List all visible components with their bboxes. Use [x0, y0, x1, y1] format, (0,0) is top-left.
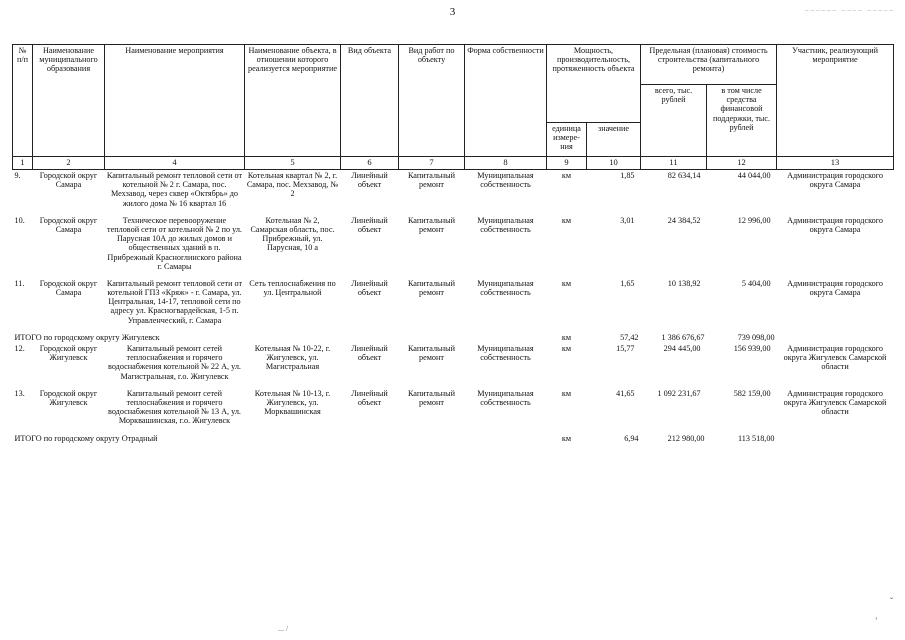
- table-header: [13, 45, 894, 170]
- total-sum: 212 980,00: [667, 433, 705, 443]
- row-participant: Администрация городского округа Самара: [787, 278, 883, 298]
- row-object-type: Линейный объект: [351, 278, 388, 298]
- row-total: 24 384,52: [667, 215, 701, 225]
- row-total: 82 634,14: [667, 171, 701, 180]
- row-object: Котельная № 10-22, г. Жигулевск, ул. Магистральная: [254, 344, 331, 372]
- row-unit: км: [561, 171, 572, 180]
- total-row: [13, 332, 894, 343]
- header-object-type: Вид объекта: [341, 45, 399, 157]
- table-body: [13, 170, 894, 444]
- row-value: 1,85: [620, 171, 635, 180]
- row-object-type: Линейный объект: [351, 344, 388, 363]
- row-object: Котельная № 10-13, г. Жигулевск, ул. Морквашинская: [254, 388, 331, 417]
- header-cost-total: всего, тыс. рублей: [641, 85, 707, 157]
- row-municipality: Городской округ Самара: [39, 171, 98, 190]
- row-unit: км: [561, 215, 572, 225]
- row-number: 13.: [14, 388, 25, 398]
- row-participant: Администрация городского округа Жигулевск Самарской области: [783, 388, 887, 417]
- column-number: 7: [399, 157, 465, 170]
- row-object-type: Линейный объект: [351, 388, 388, 407]
- column-number: 10: [587, 157, 641, 170]
- row-value: 41,65: [616, 388, 635, 398]
- row-support: 12 996,00: [737, 215, 771, 225]
- row-support: 156 939,00: [733, 344, 771, 353]
- row-number: 10.: [14, 215, 25, 225]
- row-ownership: Муниципальная собственность: [477, 388, 534, 407]
- table-row: [13, 343, 894, 382]
- total-value: 6,94: [624, 433, 639, 443]
- row-municipality: Городской округ Жигулевск: [39, 388, 98, 407]
- row-municipality: Городской округ Жигулевск: [39, 344, 98, 363]
- row-object: Сеть теплоснабжения по ул. Центральной: [249, 278, 336, 298]
- total-unit: км: [561, 332, 572, 342]
- header-cost-support: в том числе средства финансовой поддержки, тыс. рублей: [707, 85, 777, 157]
- row-unit: км: [561, 344, 572, 353]
- row-unit: км: [561, 278, 572, 288]
- row-support: 44 044,00: [737, 171, 771, 180]
- side-mark-2: ': [875, 616, 877, 626]
- header-municipality: Наименование муниципального образования: [33, 45, 105, 157]
- row-participant: Администрация городского округа Самара: [787, 171, 883, 190]
- total-value: 57,42: [620, 332, 639, 342]
- header-cost-group: Предельная (плановая) стоимость строительства (капитального ремонта): [641, 45, 777, 85]
- row-ownership: Муниципальная собственность: [477, 278, 534, 298]
- row-municipality: Городской округ Самара: [39, 278, 98, 298]
- total-unit: км: [561, 433, 572, 443]
- header-object: Наименование объекта, в отношении которого реализуется мероприятие: [245, 45, 341, 157]
- column-number: 4: [105, 157, 245, 170]
- row-ownership: Муниципальная собственность: [477, 215, 534, 234]
- row-measure: Капитальный ремонт тепловой сети от котельной № 2 г. Самара, пос. Мехзавод, через сквер «Октябрь» до жилого дома № 16 квартал 16: [106, 171, 243, 208]
- total-empty-cell: [777, 332, 894, 343]
- page-number: 3: [449, 6, 456, 18]
- column-number: 2: [33, 157, 105, 170]
- row-object: Котельная № 2, Самарская область, пос. Прибрежный, ул. Парусная, 10 а: [250, 215, 335, 253]
- row-work-type: Капитальный ремонт: [407, 215, 456, 234]
- row-measure: Капитальный ремонт сетей теплоснабжения и горячего водоснабжения котельной № 22 А, ул. Магистральная, г.о. Жигулевск: [108, 344, 241, 381]
- column-number: 5: [245, 157, 341, 170]
- total-support: 739 098,00: [737, 332, 775, 342]
- corner-marks: ______ ____ _____: [805, 4, 895, 12]
- column-number: 6: [341, 157, 399, 170]
- header-value: значение: [587, 123, 641, 157]
- table-row: [13, 215, 894, 272]
- total-label: ИТОГО по городскому округу Жигулевск: [14, 332, 160, 342]
- table-row: [13, 388, 894, 427]
- row-work-type: Капитальный ремонт: [407, 344, 456, 363]
- row-object: Котельная квартал № 2, г. Самара, пос. Мехзавод, № 2: [246, 171, 339, 199]
- row-ownership: Муниципальная собственность: [477, 171, 534, 190]
- row-participant: Администрация городского округа Самара: [787, 215, 883, 234]
- header-capacity-group: Мощность, производительность, протяженность объекта: [547, 45, 641, 123]
- total-row: [13, 433, 894, 444]
- row-value: 1,65: [620, 278, 635, 288]
- column-number: 13: [777, 157, 894, 170]
- row-measure: Техническое перевооружение тепловой сети от котельной № 2 по ул. Парусная 10А до жилых домов и общественных зданий в п. Прибрежный Красноглинского района г. Самары: [107, 215, 242, 271]
- row-municipality: Городской округ Самара: [39, 215, 98, 234]
- row-number: 12.: [14, 344, 25, 353]
- row-value: 15,77: [616, 344, 635, 353]
- column-number-row: [13, 157, 894, 170]
- row-unit: км: [561, 388, 572, 398]
- row-support: 582 159,00: [733, 388, 771, 398]
- column-number: 8: [465, 157, 547, 170]
- column-number: 12: [707, 157, 777, 170]
- side-mark: ˇ: [890, 596, 893, 606]
- row-measure: Капитальный ремонт тепловой сети от котельной ГПЗ «Кряж» - г. Самара, ул. Центральная, 14-17, тепловой сети по адресу ул. Красногвардейская, 1-5 п. Управленческий, г. Самара: [106, 278, 243, 325]
- total-label: ИТОГО по городскому округу Отрадный: [14, 433, 158, 443]
- row-value: 3,01: [620, 215, 635, 225]
- total-empty-cell: [777, 433, 894, 444]
- header-participant: Участник, реализующий мероприятие: [777, 45, 894, 157]
- row-number: 9.: [14, 171, 21, 180]
- investment-program-table: [12, 44, 894, 444]
- table-row: [13, 278, 894, 326]
- row-total: 10 138,92: [667, 278, 701, 288]
- header-measure: Наименование мероприятия: [105, 45, 245, 157]
- column-number: 1: [13, 157, 33, 170]
- row-number: 11.: [14, 278, 25, 288]
- header-unit: единица измере-ния: [547, 123, 587, 157]
- total-sum: 1 386 676,67: [661, 332, 705, 342]
- row-support: 5 404,00: [741, 278, 771, 288]
- header-num: № п/п: [13, 45, 33, 157]
- header-work-type: Вид работ по объекту: [399, 45, 465, 157]
- column-number: 9: [547, 157, 587, 170]
- row-total: 294 445,00: [663, 344, 701, 353]
- row-ownership: Муниципальная собственность: [477, 344, 534, 363]
- total-support: 113 518,00: [737, 433, 775, 443]
- row-object-type: Линейный объект: [351, 171, 388, 190]
- column-number: 11: [641, 157, 707, 170]
- row-measure: Капитальный ремонт сетей теплоснабжения и горячего водоснабжения котельной № 13 А, ул. Моркваш​инская, г.о. Жигулевск: [108, 388, 241, 426]
- row-participant: Администрация городского округа Жигулевск Самарской области: [783, 344, 887, 372]
- table-row: [13, 170, 894, 209]
- row-work-type: Капитальный ремонт: [407, 388, 456, 407]
- row-object-type: Линейный объект: [351, 215, 388, 234]
- row-total: 1 092 231,67: [657, 388, 701, 398]
- footer-mark: ... /: [278, 624, 289, 633]
- row-work-type: Капитальный ремонт: [407, 278, 456, 298]
- header-ownership: Форма собственности: [465, 45, 547, 157]
- row-work-type: Капитальный ремонт: [407, 171, 456, 190]
